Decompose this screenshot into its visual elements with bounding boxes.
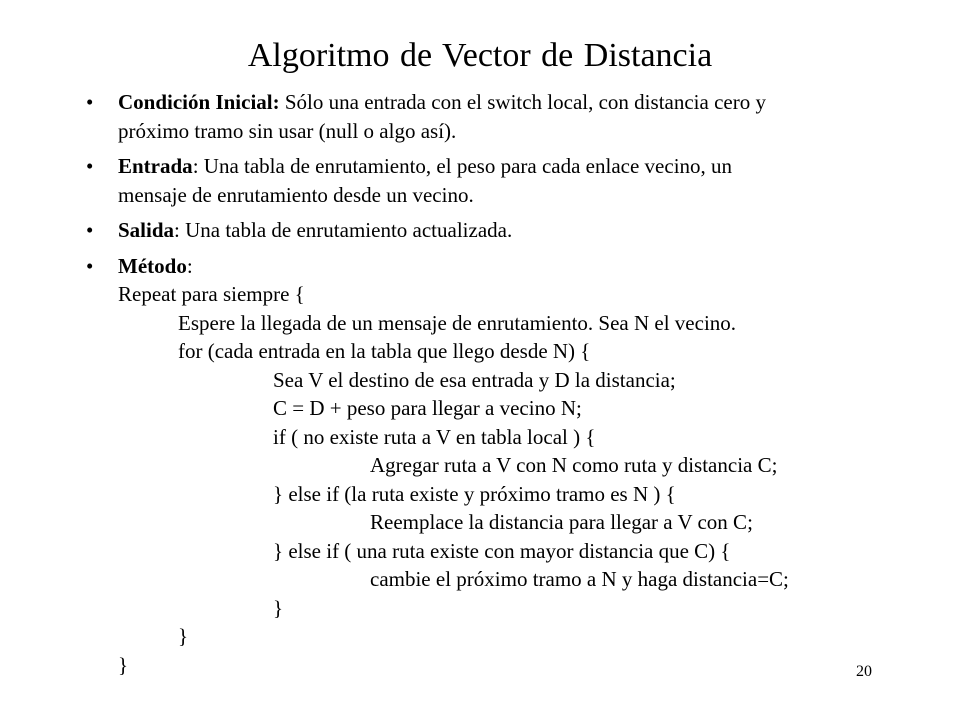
- method-pseudocode: [118, 280, 886, 679]
- bullet-output: [86, 216, 886, 245]
- code-line: Reemplace la distancia para llegar a V con C;: [370, 510, 753, 534]
- bullet-term: Método: [118, 253, 187, 278]
- slide-title: Algoritmo de Vector de Distancia: [247, 37, 713, 74]
- bullet-text-continuation: mensaje de enrutamiento desde un vecino.: [118, 182, 474, 207]
- bullet-term: Salida: [118, 218, 175, 242]
- bullet-term: Entrada: [118, 154, 193, 178]
- bullet-text: :: [186, 253, 193, 278]
- code-line: Sea V el destino de esa entrada y D la distancia;: [273, 367, 676, 392]
- bullet-marker: •: [86, 253, 94, 278]
- code-line: cambie el próximo tramo a N y haga distancia=C;: [370, 567, 789, 591]
- code-line: C = D + peso para llegar a vecino N;: [273, 396, 582, 420]
- bullet-method: [86, 252, 886, 680]
- code-line: Repeat para siempre {: [118, 282, 305, 306]
- bullet-marker: •: [86, 218, 94, 242]
- code-line: } else if (la ruta existe y próximo tramo es N ) {: [273, 481, 676, 506]
- bullet-text: Sólo una entrada con el switch local, con distancia cero y: [279, 90, 766, 114]
- bullet-initial-condition: [86, 88, 886, 145]
- code-line: Agregar ruta a V con N como ruta y distancia C;: [370, 453, 778, 477]
- code-line: if ( no existe ruta a V en tabla local ) {: [273, 424, 596, 449]
- bullet-input: [86, 152, 886, 209]
- page-number: 20: [856, 663, 872, 680]
- code-line: }: [178, 624, 189, 648]
- bullet-marker: •: [86, 154, 94, 178]
- bullet-text: : Una tabla de enrutamiento actualizada.: [174, 218, 513, 242]
- bullet-text-continuation: próximo tramo sin usar (null o algo así).: [118, 118, 457, 143]
- code-line: }: [273, 595, 284, 620]
- code-line: }: [118, 652, 129, 677]
- bullet-text: : Una tabla de enrutamiento, el peso para cada enlace vecino, un: [192, 154, 733, 178]
- bullet-marker: •: [86, 90, 94, 114]
- code-line: } else if ( una ruta existe con mayor distancia que C) {: [273, 538, 731, 563]
- bullet-term: Condición Inicial:: [118, 90, 280, 114]
- code-line: for (cada entrada en la tabla que llego desde N) {: [178, 339, 591, 363]
- bullet-list: [86, 88, 886, 679]
- code-line: Espere la llegada de un mensaje de enrutamiento. Sea N el vecino.: [178, 310, 737, 335]
